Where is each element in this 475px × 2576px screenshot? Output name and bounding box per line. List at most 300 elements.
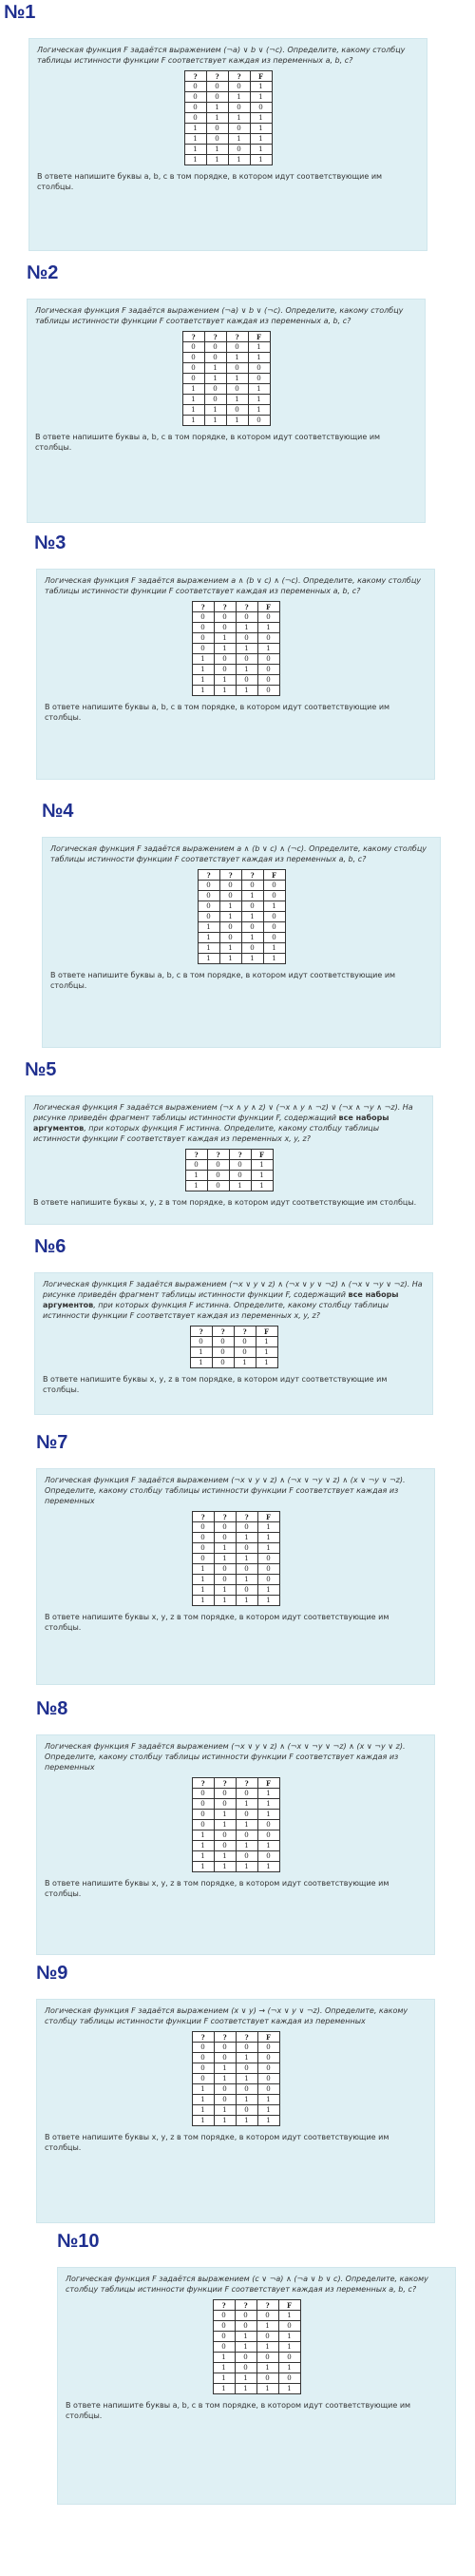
table-cell: 1: [257, 2095, 279, 2105]
table-cell: 0: [257, 1554, 279, 1564]
task-card: [28, 38, 428, 251]
table-cell: 0: [182, 342, 204, 353]
table-row: [213, 2353, 300, 2363]
table-cell: 0: [256, 2373, 278, 2384]
table-cell: 1: [236, 1820, 257, 1830]
table-row: [192, 1564, 279, 1575]
table-cell: 0: [192, 1543, 214, 1554]
table-cell: 0: [198, 901, 219, 912]
task-number: №5: [25, 1059, 57, 1080]
table-cell: 1: [251, 1181, 273, 1191]
table-cell: 0: [257, 2084, 279, 2095]
table-cell: 1: [257, 1596, 279, 1606]
table-cell: 1: [192, 1564, 214, 1575]
table-cell: 0: [204, 353, 226, 363]
table-row: [213, 2373, 300, 2384]
table-cell: 1: [192, 1841, 214, 1851]
table-cell: 1: [219, 954, 241, 964]
table-header-cell: ?: [235, 2300, 256, 2311]
table-cell: 1: [198, 954, 219, 964]
table-cell: 1: [257, 1789, 279, 1799]
table-cell: 1: [213, 2353, 235, 2363]
table-cell: 0: [184, 103, 206, 113]
table-cell: 1: [206, 103, 228, 113]
table-cell: 0: [228, 124, 250, 134]
table-header-cell: ?: [182, 332, 204, 342]
truth-table: [190, 1326, 278, 1368]
table-header-cell: ?: [207, 1150, 229, 1160]
table-row: [198, 943, 285, 954]
table-cell: 0: [207, 1181, 229, 1191]
table-cell: 0: [214, 1830, 236, 1841]
table-header-cell: F: [278, 2300, 300, 2311]
table-row: [192, 2095, 279, 2105]
table-cell: 0: [204, 395, 226, 405]
table-cell: 1: [192, 2095, 214, 2105]
table-cell: 0: [228, 145, 250, 155]
table-cell: 1: [214, 2063, 236, 2074]
table-header-cell: ?: [184, 71, 206, 82]
table-row: [192, 1799, 279, 1810]
table-row: [213, 2342, 300, 2353]
table-header-row: [182, 332, 270, 342]
table-cell: 0: [214, 654, 236, 665]
table-row: [213, 2363, 300, 2373]
table-cell: 1: [214, 633, 236, 644]
table-cell: 0: [214, 1789, 236, 1799]
table-row: [192, 612, 279, 623]
table-header-cell: ?: [236, 602, 257, 612]
table-cell: 0: [257, 1564, 279, 1575]
table-cell: 0: [248, 363, 270, 374]
answer-instruction: В ответе напишите буквы x, y, z в том порядке, в котором идут соответствующие им столбцы.: [45, 1879, 390, 1898]
table-cell: 1: [236, 1533, 257, 1543]
table-cell: 1: [206, 155, 228, 165]
table-cell: 0: [226, 384, 248, 395]
task-number: №6: [34, 1236, 66, 1257]
table-header-cell: ?: [192, 1512, 214, 1522]
table-cell: 1: [257, 644, 279, 654]
table-header-row: [190, 1327, 277, 1337]
table-cell: 0: [214, 2043, 236, 2053]
table-cell: 1: [214, 2116, 236, 2126]
table-cell: 0: [257, 1830, 279, 1841]
table-row: [213, 2384, 300, 2394]
table-row: [192, 2105, 279, 2116]
table-cell: 0: [206, 92, 228, 103]
table-cell: 0: [257, 1820, 279, 1830]
table-cell: 1: [214, 1554, 236, 1564]
table-cell: 1: [229, 1181, 251, 1191]
table-cell: 1: [182, 384, 204, 395]
table-header-cell: ?: [185, 1150, 207, 1160]
task-card: [36, 1468, 435, 1685]
table-cell: 1: [184, 134, 206, 145]
table-cell: 1: [248, 395, 270, 405]
table-cell: 0: [212, 1337, 234, 1347]
table-row: [192, 1862, 279, 1872]
table-cell: 1: [214, 1585, 236, 1596]
table-cell: 0: [219, 891, 241, 901]
table-header-cell: ?: [214, 602, 236, 612]
table-row: [192, 1596, 279, 1606]
table-cell: 1: [214, 2074, 236, 2084]
task-statement: Логическая функция F задаётся выражением a ∧ (b ∨ c) ∧ (¬c). Определите, какому столбцу таблицы истинности функции F соответствует каждая из переменных a, b, c?: [50, 844, 428, 863]
table-header-cell: ?: [236, 2032, 257, 2043]
table-cell: 1: [250, 113, 272, 124]
table-cell: 1: [236, 644, 257, 654]
table-cell: 1: [241, 933, 263, 943]
table-cell: 0: [204, 384, 226, 395]
table-cell: 1: [235, 2384, 256, 2394]
task-statement: Логическая функция F задаётся выражением (¬x ∧ y ∧ z) ∨ (¬x ∧ y ∧ ¬z) ∨ (¬x ∧ ¬y ∧ ¬z). На рисунке приведён фрагмент таблицы истинности функции F, содержащий все наборы аргументов, при которых функция F истинна. Определите, какому столбцу таблицы истинности функции F соответствует каждая из переменных x, y, z?: [33, 1103, 413, 1143]
task-statement: Логическая функция F задаётся выражением a ∧ (b ∨ c) ∧ (¬c). Определите, какому столбцу таблицы истинности функции F соответствует каждая из переменных a, b, c?: [45, 576, 422, 595]
table-cell: 1: [214, 1543, 236, 1554]
table-cell: 0: [214, 1564, 236, 1575]
table-cell: 0: [257, 654, 279, 665]
table-cell: 1: [192, 675, 214, 686]
table-cell: 0: [241, 922, 263, 933]
table-row: [192, 1522, 279, 1533]
table-cell: 0: [235, 2353, 256, 2363]
table-cell: 0: [226, 342, 248, 353]
table-cell: 0: [263, 912, 285, 922]
table-cell: 1: [250, 155, 272, 165]
table-header-cell: F: [257, 2032, 279, 2043]
table-cell: 1: [257, 1543, 279, 1554]
answer-instruction: В ответе напишите буквы x, y, z в том порядке, в котором идут соответствующие им столбцы.: [45, 1613, 390, 1632]
table-cell: 0: [256, 2311, 278, 2321]
table-cell: 1: [214, 686, 236, 696]
table-row: [192, 2053, 279, 2063]
table-cell: 1: [214, 1851, 236, 1862]
table-header-cell: ?: [236, 1778, 257, 1789]
task-number: №7: [36, 1432, 68, 1453]
task-number: №8: [36, 1698, 68, 1719]
table-row: [213, 2311, 300, 2321]
table-row: [192, 1841, 279, 1851]
table-cell: 0: [235, 2363, 256, 2373]
task-statement: Логическая функция F задаётся выражением (¬x ∨ y ∨ z) ∧ (¬x ∨ ¬y ∨ ¬z) ∧ (x ∨ ¬y ∨ z). Определите, какому столбцу таблицы истинности функции F соответствует каждая из переменных: [45, 1742, 406, 1772]
table-cell: 1: [256, 2384, 278, 2394]
table-cell: 0: [214, 623, 236, 633]
table-cell: 0: [214, 2053, 236, 2063]
task-card: [27, 299, 426, 523]
table-cell: 0: [213, 2342, 235, 2353]
table-cell: 1: [226, 416, 248, 426]
table-row: [192, 2043, 279, 2053]
table-row: [192, 2084, 279, 2095]
table-row: [198, 954, 285, 964]
task-statement: Логическая функция F задаётся выражением (¬a) ∨ b ∨ (¬c). Определите, какому столбцу таблицы истинности функции F соответствует каждая из переменных a, b, c?: [35, 306, 404, 325]
table-row: [198, 891, 285, 901]
table-cell: 1: [257, 2105, 279, 2116]
task-statement: Логическая функция F задаётся выражением (¬x ∨ y ∨ z) ∧ (¬x ∨ y ∨ ¬z) ∧ (¬x ∨ ¬y ∨ ¬z). На рисунке приведён фрагмент таблицы истинности функции F, содержащий все наборы аргументов, при которых функция F истинна. Определите, какому столбцу таблицы истинности функции F соответствует каждая из переменных x, y, z?: [43, 1280, 423, 1320]
table-row: [192, 1810, 279, 1820]
table-cell: 0: [214, 665, 236, 675]
table-cell: 1: [213, 2373, 235, 2384]
table-header-cell: ?: [226, 332, 248, 342]
table-cell: 1: [204, 416, 226, 426]
table-cell: 1: [235, 2332, 256, 2342]
table-header-row: [192, 1512, 279, 1522]
task-card: [36, 569, 435, 780]
table-row: [192, 1585, 279, 1596]
table-cell: 1: [219, 912, 241, 922]
table-row: [182, 384, 270, 395]
table-cell: 0: [214, 1799, 236, 1810]
table-row: [182, 374, 270, 384]
truth-table: [192, 1777, 280, 1872]
table-cell: 1: [235, 2342, 256, 2353]
table-cell: 0: [241, 901, 263, 912]
table-row: [192, 2116, 279, 2126]
table-header-row: [184, 71, 272, 82]
table-row: [198, 901, 285, 912]
table-cell: 0: [214, 2095, 236, 2105]
table-cell: 1: [198, 922, 219, 933]
table-cell: 1: [250, 124, 272, 134]
table-cell: 1: [236, 623, 257, 633]
table-cell: 0: [206, 124, 228, 134]
truth-table: [192, 1511, 280, 1606]
table-cell: 0: [214, 612, 236, 623]
table-cell: 0: [213, 2321, 235, 2332]
table-cell: 0: [198, 912, 219, 922]
table-cell: 0: [256, 2353, 278, 2363]
table-row: [198, 922, 285, 933]
table-cell: 0: [236, 612, 257, 623]
table-cell: 1: [226, 353, 248, 363]
table-header-cell: ?: [214, 2032, 236, 2043]
truth-table: [198, 869, 286, 964]
table-row: [192, 1851, 279, 1862]
table-cell: 0: [257, 612, 279, 623]
table-header-cell: ?: [229, 1150, 251, 1160]
table-cell: 0: [192, 1810, 214, 1820]
table-row: [182, 395, 270, 405]
table-header-cell: ?: [192, 602, 214, 612]
table-cell: 1: [256, 1347, 277, 1358]
table-cell: 1: [278, 2342, 300, 2353]
table-cell: 1: [192, 2084, 214, 2095]
table-cell: 1: [214, 1596, 236, 1606]
table-cell: 1: [206, 113, 228, 124]
table-cell: 1: [236, 1554, 257, 1564]
table-cell: 1: [228, 113, 250, 124]
table-cell: 1: [204, 405, 226, 416]
table-cell: 0: [192, 2053, 214, 2063]
answer-instruction: В ответе напишите буквы x, y, z в том порядке, в котором идут соответствующие им столбцы.: [33, 1198, 417, 1207]
table-cell: 1: [192, 1575, 214, 1585]
table-cell: 1: [228, 92, 250, 103]
table-cell: 0: [212, 1347, 234, 1358]
table-header-cell: ?: [198, 870, 219, 881]
table-cell: 0: [278, 2353, 300, 2363]
table-row: [184, 155, 272, 165]
table-cell: 0: [184, 92, 206, 103]
table-cell: 0: [192, 1789, 214, 1799]
truth-table: [192, 2031, 280, 2126]
table-cell: 1: [182, 405, 204, 416]
truth-table: [182, 331, 271, 426]
table-cell: 0: [190, 1337, 212, 1347]
table-row: [192, 1575, 279, 1585]
table-cell: 1: [241, 891, 263, 901]
table-cell: 1: [236, 1596, 257, 1606]
table-cell: 0: [228, 82, 250, 92]
table-cell: 0: [236, 1522, 257, 1533]
table-row: [213, 2321, 300, 2332]
task-statement: Логическая функция F задаётся выражением (c ∨ ¬a) ∧ (¬a ∨ b ∨ c). Определите, какому столбцу таблицы истинности функции F соответствует каждая из переменных a, b, c?: [66, 2275, 428, 2294]
table-header-cell: ?: [206, 71, 228, 82]
table-cell: 0: [278, 2373, 300, 2384]
table-cell: 1: [256, 2342, 278, 2353]
table-cell: 0: [207, 1160, 229, 1171]
table-cell: 0: [198, 891, 219, 901]
table-row: [192, 675, 279, 686]
table-cell: 0: [206, 82, 228, 92]
table-cell: 1: [263, 943, 285, 954]
table-cell: 0: [263, 922, 285, 933]
task-number: №4: [42, 801, 74, 822]
answer-instruction: В ответе напишите буквы x, y, z в том порядке, в котором идут соответствующие им столбцы.: [43, 1375, 388, 1394]
table-row: [192, 1820, 279, 1830]
table-row: [184, 82, 272, 92]
table-cell: 0: [207, 1171, 229, 1181]
table-row: [198, 912, 285, 922]
table-cell: 1: [256, 2363, 278, 2373]
table-cell: 1: [256, 2321, 278, 2332]
table-cell: 1: [219, 901, 241, 912]
table-row: [198, 933, 285, 943]
table-cell: 0: [219, 933, 241, 943]
answer-instruction: В ответе напишите буквы a, b, c в том порядке, в котором идут соответствующие им столбцы.: [50, 971, 396, 990]
table-cell: 0: [234, 1337, 256, 1347]
table-cell: 1: [236, 2116, 257, 2126]
task-number: №3: [34, 533, 66, 553]
table-cell: 0: [192, 1554, 214, 1564]
task-number: №2: [27, 262, 59, 283]
table-cell: 0: [236, 1543, 257, 1554]
table-cell: 0: [241, 943, 263, 954]
table-cell: 0: [248, 416, 270, 426]
truth-table: [185, 1149, 274, 1191]
table-cell: 0: [236, 2105, 257, 2116]
table-cell: 0: [204, 342, 226, 353]
table-cell: 1: [250, 92, 272, 103]
table-cell: 0: [219, 922, 241, 933]
table-cell: 1: [214, 1810, 236, 1820]
table-header-cell: ?: [192, 2032, 214, 2043]
table-header-cell: ?: [234, 1327, 256, 1337]
table-cell: 0: [192, 633, 214, 644]
table-cell: 0: [257, 686, 279, 696]
table-row: [190, 1337, 277, 1347]
table-cell: 1: [257, 1810, 279, 1820]
table-cell: 0: [212, 1358, 234, 1368]
table-header-row: [192, 2032, 279, 2043]
table-cell: 1: [182, 416, 204, 426]
table-header-cell: ?: [236, 1512, 257, 1522]
table-cell: 1: [250, 82, 272, 92]
table-row: [190, 1347, 277, 1358]
table-header-cell: ?: [212, 1327, 234, 1337]
table-cell: 0: [192, 2074, 214, 2084]
table-cell: 1: [263, 954, 285, 964]
table-header-cell: F: [251, 1150, 273, 1160]
table-header-cell: ?: [228, 71, 250, 82]
table-cell: 0: [248, 374, 270, 384]
table-row: [192, 1533, 279, 1543]
table-cell: 0: [236, 2063, 257, 2074]
answer-instruction: В ответе напишите буквы a, b, c в том порядке, в котором идут соответствующие им столбцы.: [66, 2401, 411, 2420]
table-cell: 0: [236, 2084, 257, 2095]
table-cell: 0: [257, 675, 279, 686]
table-cell: 0: [206, 134, 228, 145]
table-cell: 0: [257, 2053, 279, 2063]
table-row: [192, 654, 279, 665]
table-cell: 0: [256, 2332, 278, 2342]
table-cell: 1: [219, 943, 241, 954]
table-cell: 0: [213, 2332, 235, 2342]
table-cell: 1: [214, 675, 236, 686]
task-card: [42, 837, 441, 1048]
table-cell: 1: [278, 2363, 300, 2373]
table-header-cell: ?: [213, 2300, 235, 2311]
table-cell: 0: [250, 103, 272, 113]
table-cell: 0: [226, 363, 248, 374]
table-cell: 1: [214, 2105, 236, 2116]
table-header-cell: ?: [204, 332, 226, 342]
table-row: [184, 103, 272, 113]
table-row: [192, 644, 279, 654]
task-statement: Логическая функция F задаётся выражением (¬x ∨ y ∨ z) ∧ (¬x ∨ ¬y ∨ z) ∧ (x ∨ ¬y ∨ ¬z). Определите, какому столбцу таблицы истинности функции F соответствует каждая из переменных: [45, 1476, 406, 1505]
task-number: №9: [36, 1963, 68, 1984]
table-header-cell: F: [257, 1512, 279, 1522]
table-cell: 0: [213, 2311, 235, 2321]
task-number: №10: [57, 2231, 100, 2252]
table-cell: 0: [257, 633, 279, 644]
table-cell: 1: [226, 374, 248, 384]
table-cell: 1: [236, 1575, 257, 1585]
table-header-cell: ?: [192, 1778, 214, 1789]
table-cell: 0: [229, 1160, 251, 1171]
table-header-cell: ?: [214, 1778, 236, 1789]
table-cell: 1: [251, 1171, 273, 1181]
table-cell: 1: [278, 2311, 300, 2321]
table-cell: 0: [263, 933, 285, 943]
table-cell: 0: [192, 1799, 214, 1810]
table-cell: 1: [236, 1799, 257, 1810]
table-cell: 1: [257, 1585, 279, 1596]
table-cell: 1: [198, 933, 219, 943]
table-cell: 1: [182, 395, 204, 405]
table-row: [182, 342, 270, 353]
table-cell: 1: [214, 1862, 236, 1872]
table-cell: 0: [236, 675, 257, 686]
table-header-row: [213, 2300, 300, 2311]
table-row: [192, 1830, 279, 1841]
table-cell: 0: [235, 2311, 256, 2321]
table-cell: 1: [256, 1337, 277, 1347]
table-cell: 0: [236, 633, 257, 644]
table-cell: 0: [184, 113, 206, 124]
table-header-cell: ?: [219, 870, 241, 881]
table-row: [182, 405, 270, 416]
table-cell: 1: [278, 2332, 300, 2342]
table-cell: 0: [192, 612, 214, 623]
